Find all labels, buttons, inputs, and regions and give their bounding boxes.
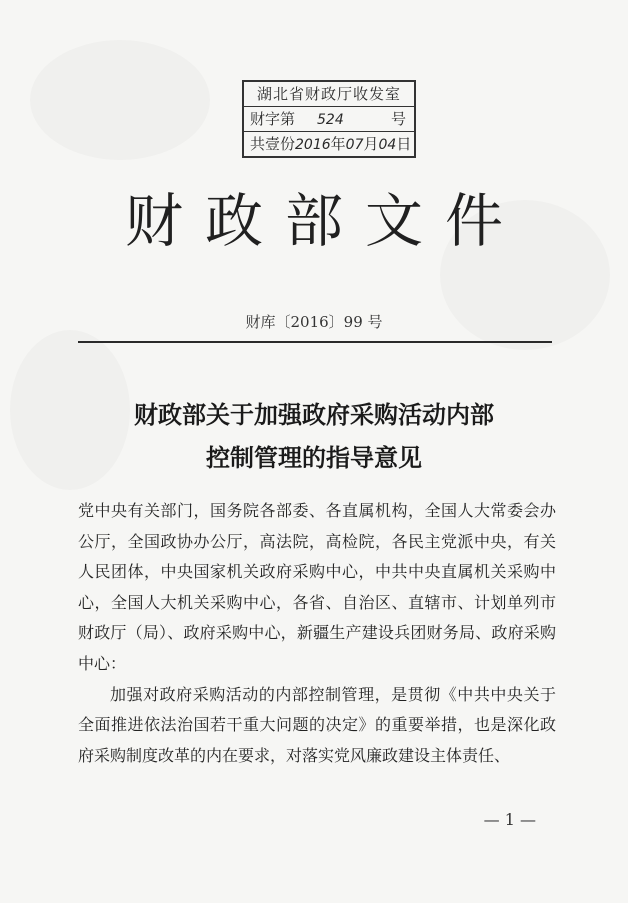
page-number: — 1 — <box>483 810 536 829</box>
stamp-date <box>244 132 414 156</box>
header-divider <box>78 341 552 343</box>
document-title-line1: 财政部关于加强政府采购活动内部 <box>134 400 494 429</box>
stamp-copies-label: 共壹份 <box>250 135 296 153</box>
stamp-file-suffix: 号 <box>390 110 406 128</box>
stamp-day: 04 <box>378 137 397 153</box>
receipt-stamp <box>242 80 416 158</box>
stamp-year: 2016 <box>295 137 331 153</box>
stamp-year-suffix: 年 <box>330 135 346 153</box>
stamp-office-name: 湖北省财政厅收发室 <box>244 82 414 107</box>
stamp-file-number <box>244 107 414 132</box>
body-paragraph: 加强对政府采购活动的内部控制管理，是贯彻《中共中央关于全面推进依法治国若干重大问题的决定》的重要举措，也是深化政府采购制度改革的内在要求，对落实党风廉政建设主体责任、 <box>78 684 556 765</box>
stamp-month-suffix: 月 <box>363 135 379 153</box>
scan-noise <box>30 40 210 160</box>
document-body <box>78 496 556 771</box>
document-title-line2: 控制管理的指导意见 <box>206 443 422 472</box>
issuer-header: 财政部文件 <box>124 187 525 255</box>
stamp-month: 07 <box>345 137 364 153</box>
stamp-day-suffix: 日 <box>396 135 412 153</box>
document-number: 财库〔2016〕99 号 <box>245 313 383 331</box>
recipients-paragraph: 党中央有关部门，国务院各部委、各直属机构，全国人大常委会办公厅，全国政协办公厅，高法院，高检院，各民主党派中央，有关人民团体，中央国家机关政府采购中心，中共中央直属机关采购中心，全国人大机关采购中心，各省、自治区、直辖市、计划单列市财政厅（局）、政府采购中心，新疆生产建设兵团财务局、政府采购中心： <box>78 501 556 673</box>
stamp-file-value: 524 <box>317 112 344 128</box>
stamp-file-label: 财字第 <box>250 110 296 128</box>
document-title <box>0 393 628 479</box>
